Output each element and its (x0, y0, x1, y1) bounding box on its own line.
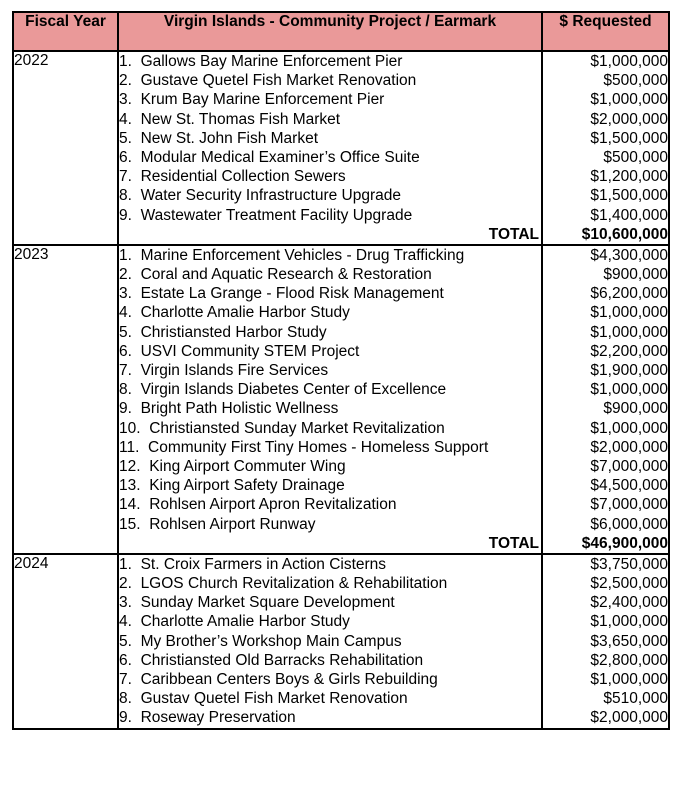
project-name: Rohlsen Airport Runway (149, 515, 316, 533)
project-number: 4. (119, 110, 132, 128)
project-list-item (119, 593, 541, 612)
fiscal-year-cell: 2022 (13, 51, 118, 245)
project-list-item (119, 323, 541, 342)
project-name: Community First Tiny Homes - Homeless Support (148, 438, 489, 456)
project-list-item (119, 419, 541, 438)
project-name: My Brother’s Workshop Main Campus (140, 632, 402, 650)
project-list-item (119, 186, 541, 205)
project-number: 14. (119, 496, 141, 514)
project-name: Christiansted Sunday Market Revitalization (149, 419, 445, 437)
project-name: Estate La Grange - Flood Risk Management (140, 285, 444, 303)
project-list-item (119, 670, 541, 689)
project-name: Bright Path Holistic Wellness (140, 400, 339, 418)
amount-cell (542, 245, 669, 554)
project-list-item (119, 612, 541, 631)
project-number: 8. (119, 381, 132, 399)
header-requested: $ Requested (542, 12, 669, 51)
amount-value: $1,500,000 (590, 129, 668, 147)
project-name: Residential Collection Sewers (140, 168, 346, 186)
project-list (119, 246, 541, 534)
project-name: St. Croix Farmers in Action Cisterns (140, 555, 387, 573)
project-number: 8. (119, 187, 132, 205)
project-list-item (119, 438, 541, 457)
amount-cell (542, 51, 669, 245)
total-amount: $46,900,000 (581, 534, 668, 552)
project-name: Charlotte Amalie Harbor Study (140, 304, 350, 322)
project-name: Sunday Market Square Development (140, 594, 395, 612)
amount-value: $6,000,000 (590, 515, 668, 533)
project-number: 3. (119, 91, 132, 109)
project-number: 6. (119, 148, 132, 166)
project-number: 1. (119, 555, 132, 573)
project-number: 6. (119, 342, 132, 360)
project-list-item (119, 476, 541, 495)
project-number: 8. (119, 690, 132, 708)
amount-value: $1,000,000 (590, 381, 668, 399)
project-name: Wastewater Treatment Facility Upgrade (140, 206, 413, 224)
project-number: 5. (119, 632, 132, 650)
total-label: TOTAL (488, 225, 539, 243)
project-list-item (119, 515, 541, 534)
amount-value: $1,900,000 (590, 362, 668, 379)
project-list-item (119, 148, 541, 167)
fiscal-year-row (13, 51, 669, 245)
amount-value: $6,200,000 (590, 285, 668, 303)
amount-value: $1,000,000 (590, 304, 668, 322)
project-name: LGOS Church Revitalization & Rehabilitation (140, 575, 448, 593)
total-amount: $10,600,000 (581, 225, 668, 243)
project-name: Roseway Preservation (140, 709, 296, 727)
project-number: 7. (119, 671, 132, 688)
amount-value: $1,000,000 (590, 53, 668, 70)
project-number: 7. (119, 362, 132, 379)
project-list-item (119, 265, 541, 284)
project-list-item (119, 90, 541, 109)
project-list-item (119, 399, 541, 418)
project-number: 6. (119, 651, 132, 669)
header-fiscal-year: Fiscal Year (13, 12, 118, 51)
project-name: Gustav Quetel Fish Market Renovation (140, 690, 408, 708)
amount-value: $510,000 (603, 690, 668, 708)
amount-value: $1,400,000 (590, 206, 668, 224)
fiscal-year-row (13, 554, 669, 729)
amount-value: $2,800,000 (590, 651, 668, 669)
project-name: Christiansted Old Barracks Rehabilitation (140, 651, 424, 669)
project-list-item (119, 206, 541, 225)
header-row (13, 12, 669, 51)
project-number: 2. (119, 266, 132, 284)
project-list-item (119, 129, 541, 148)
project-name: Caribbean Centers Boys & Girls Rebuilding (140, 671, 438, 688)
project-number: 2. (119, 72, 132, 90)
amount-value: $500,000 (603, 148, 668, 166)
total-label: TOTAL (488, 534, 539, 552)
project-list-item (119, 495, 541, 514)
project-name: Gustave Quetel Fish Market Renovation (140, 72, 417, 90)
project-list-item (119, 457, 541, 476)
project-name: Water Security Infrastructure Upgrade (140, 187, 402, 205)
project-name: Charlotte Amalie Harbor Study (140, 613, 350, 631)
fiscal-year-cell: 2023 (13, 245, 118, 554)
amount-value: $1,000,000 (590, 419, 668, 437)
project-list-item (119, 167, 541, 186)
amount-value: $2,400,000 (590, 594, 668, 612)
amount-value: $1,000,000 (590, 613, 668, 631)
project-number: 11. (119, 438, 140, 456)
amount-value: $3,750,000 (590, 555, 668, 573)
amount-value: $1,500,000 (590, 187, 668, 205)
project-list (119, 52, 541, 225)
earmarks-table (12, 11, 670, 730)
project-cell (118, 554, 542, 729)
project-list-item (119, 342, 541, 361)
project-list-item (119, 689, 541, 708)
project-cell (118, 245, 542, 554)
project-name: Christiansted Harbor Study (140, 323, 327, 341)
project-list-item (119, 284, 541, 303)
fiscal-year-cell: 2024 (13, 554, 118, 729)
project-number: 5. (119, 129, 132, 147)
project-list (119, 555, 541, 728)
amount-value: $1,200,000 (590, 168, 668, 186)
project-number: 13. (119, 477, 141, 495)
amount-value: $1,000,000 (590, 671, 668, 688)
project-name: Virgin Islands Fire Services (140, 362, 329, 379)
amount-value: $900,000 (603, 266, 668, 284)
project-name: New St. Thomas Fish Market (140, 110, 341, 128)
amount-value: $900,000 (603, 400, 668, 418)
project-list-item (119, 361, 541, 380)
project-list-item (119, 303, 541, 322)
project-name: New St. John Fish Market (140, 129, 319, 147)
project-number: 1. (119, 246, 132, 264)
amount-value: $500,000 (603, 72, 668, 90)
project-name: Gallows Bay Marine Enforcement Pier (140, 53, 403, 70)
project-number: 5. (119, 323, 132, 341)
project-list-item (119, 71, 541, 90)
project-name: Rohlsen Airport Apron Revitalization (149, 496, 397, 514)
project-number: 3. (119, 285, 132, 303)
project-number: 7. (119, 168, 132, 186)
project-list-item (119, 380, 541, 399)
amount-value: $1,000,000 (590, 323, 668, 341)
header-project: Virgin Islands - Community Project / Earmark (118, 12, 542, 51)
amount-value: $7,000,000 (590, 457, 668, 475)
project-list-item (119, 246, 541, 265)
project-list-item (119, 651, 541, 670)
amount-value: $2,000,000 (590, 438, 668, 456)
project-number: 9. (119, 206, 132, 224)
project-number: 15. (119, 515, 141, 533)
amount-value: $2,000,000 (590, 709, 668, 727)
project-list-item (119, 632, 541, 651)
amount-value: $4,300,000 (590, 246, 668, 264)
project-name: King Airport Safety Drainage (149, 477, 345, 495)
project-name: Virgin Islands Diabetes Center of Excellence (140, 381, 447, 399)
project-list-item (119, 555, 541, 574)
project-number: 1. (119, 53, 132, 70)
project-list-item (119, 110, 541, 129)
amount-value: $3,650,000 (590, 632, 668, 650)
amount-value: $1,000,000 (590, 91, 668, 109)
project-number: 9. (119, 709, 132, 727)
amount-value: $2,500,000 (590, 575, 668, 593)
project-number: 2. (119, 575, 132, 593)
project-cell (118, 51, 542, 245)
project-list-item (119, 708, 541, 727)
project-name: Coral and Aquatic Research & Restoration (140, 266, 432, 284)
project-list-item (119, 574, 541, 593)
project-list-item (119, 52, 541, 71)
project-name: Marine Enforcement Vehicles - Drug Trafficking (140, 246, 465, 264)
amount-value: $2,200,000 (590, 342, 668, 360)
project-name: USVI Community STEM Project (140, 342, 360, 360)
amount-value: $7,000,000 (590, 496, 668, 514)
project-name: King Airport Commuter Wing (149, 457, 346, 475)
amount-cell (542, 554, 669, 729)
project-number: 12. (119, 457, 141, 475)
project-name: Modular Medical Examiner’s Office Suite (140, 148, 420, 166)
project-number: 10. (119, 419, 141, 437)
project-number: 4. (119, 613, 132, 631)
project-number: 4. (119, 304, 132, 322)
amount-value: $4,500,000 (590, 477, 668, 495)
fiscal-year-row (13, 245, 669, 554)
project-number: 9. (119, 400, 132, 418)
project-number: 3. (119, 594, 132, 612)
project-name: Krum Bay Marine Enforcement Pier (140, 91, 385, 109)
amount-value: $2,000,000 (590, 110, 668, 128)
